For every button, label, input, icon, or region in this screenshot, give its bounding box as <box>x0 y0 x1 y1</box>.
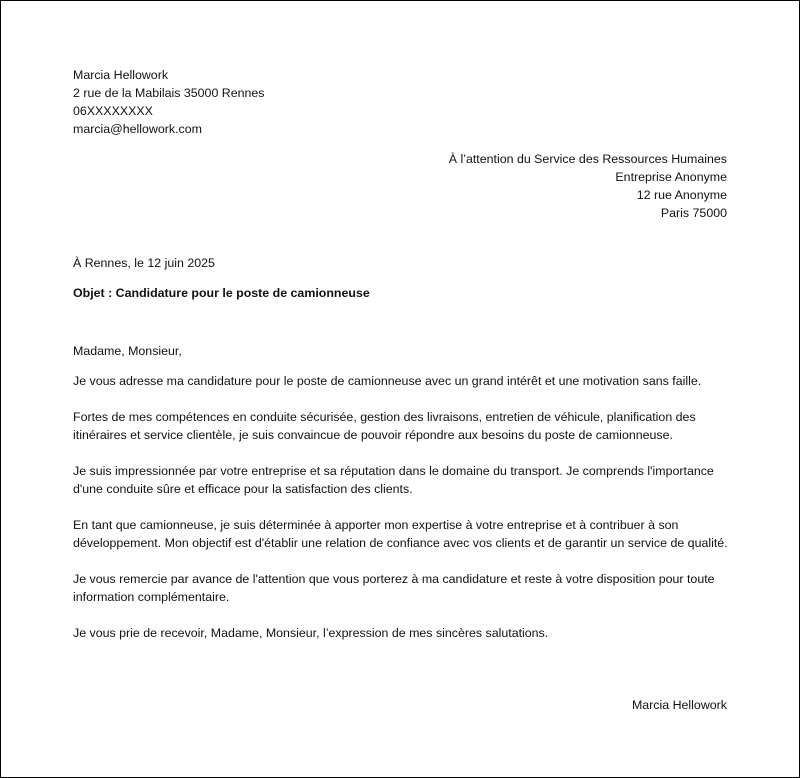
recipient-street: 12 rue Anonyme <box>636 188 727 202</box>
recipient-city: Paris 75000 <box>660 206 727 220</box>
body-paragraph: En tant que camionneuse, je suis déterminée à apporter mon expertise à votre entreprise et à contribuer à son développement. Mon objectif est d'établir une relation de confiance avec vos clients et de garantir un service de qualité. <box>73 518 728 550</box>
body-paragraph: Fortes de mes compétences en conduite sécurisée, gestion des livraisons, entretien de véhicule, planification des itinéraires et service clientèle, je suis convaincue de pouvoir répondre aux besoins du poste de camionneuse. <box>73 410 696 442</box>
recipient-block <box>449 150 727 222</box>
body-paragraph: Je vous adresse ma candidature pour le poste de camionneuse avec un grand intérêt et une motivation sans faille. <box>73 374 702 388</box>
recipient-attention: À l’attention du Service des Ressources Humaines <box>448 152 727 166</box>
signature: Marcia Hellowork <box>631 698 727 712</box>
greeting: Madame, Monsieur, <box>73 344 182 358</box>
sender-phone: 06XXXXXXXX <box>73 104 153 118</box>
sender-name: Marcia Hellowork <box>73 68 169 82</box>
date-line: À Rennes, le 12 juin 2025 <box>73 256 215 270</box>
body-paragraph: Je suis impressionnée par votre entreprise et sa réputation dans le domaine du transport. Je comprends l'importance d'une conduite sûre et efficace pour la satisfaction des clients. <box>73 464 714 496</box>
sender-address: 2 rue de la Mabilais 35000 Rennes <box>73 86 265 100</box>
letter-body <box>73 342 729 660</box>
sender-email: marcia@hellowork.com <box>73 122 202 136</box>
recipient-company: Entreprise Anonyme <box>615 170 727 184</box>
subject-line: Objet : Candidature pour le poste de camionneuse <box>73 286 370 300</box>
closing-paragraph: Je vous prie de recevoir, Madame, Monsieur, l’expression de mes sincères salutations. <box>73 626 549 640</box>
sender-block <box>73 66 265 138</box>
body-paragraph: Je vous remercie par avance de l'attention que vous porterez à ma candidature et reste à votre disposition pour toute information complémentaire. <box>73 572 715 604</box>
